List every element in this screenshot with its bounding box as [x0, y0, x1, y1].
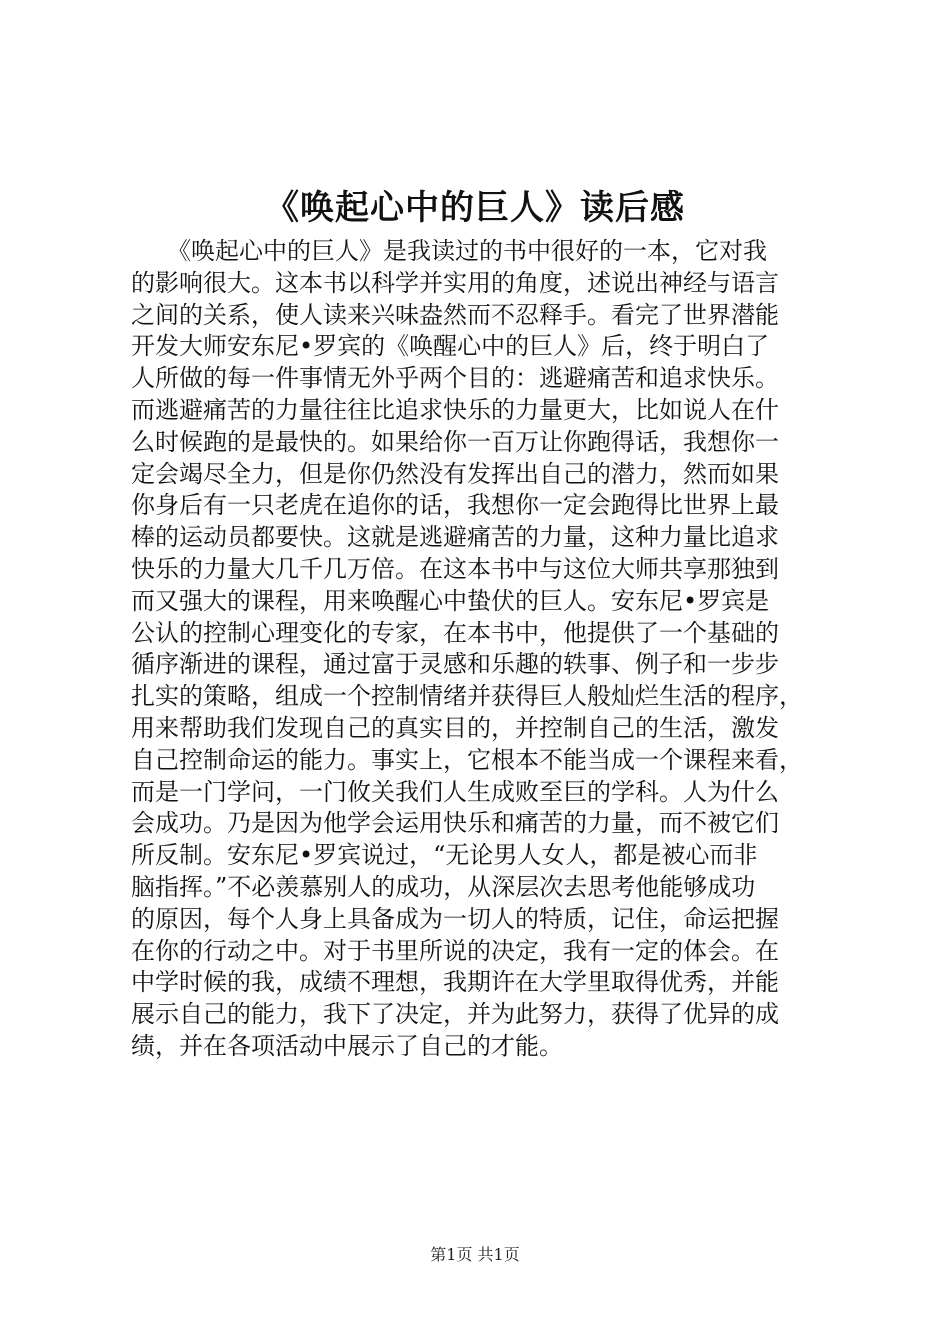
body-line: 定会竭尽全力，但是你仍然没有发挥出自己的潜力，然而如果 [131, 459, 779, 488]
body-line: 扎实的策略，组成一个控制情绪并获得巨人般灿烂生活的程序， [131, 682, 803, 711]
body-line: 会成功。乃是因为他学会运用快乐和痛苦的力量，而不被它们 [131, 809, 779, 838]
body-line: 中学时候的我，成绩不理想，我期许在大学里取得优秀，并能 [131, 968, 779, 997]
body-line: 而又强大的课程，用来唤醒心中蛰伏的巨人。安东尼•罗宾是 [131, 586, 770, 615]
body-line: 而逃避痛苦的力量往往比追求快乐的力量更大，比如说人在什 [131, 395, 779, 424]
body-line: 开发大师安东尼•罗宾的《唤醒心中的巨人》后，终于明白了 [131, 332, 770, 361]
body-line: 快乐的力量大几千几万倍。在这本书中与这位大师共享那独到 [131, 554, 779, 583]
body-line: 《唤起心中的巨人》是我读过的书中很好的一本，它对我 [131, 237, 767, 265]
body-line: 在你的行动之中。对于书里所说的决定，我有一定的体会。在 [131, 936, 779, 965]
page-footer: 第1页 共1页 [430, 1245, 520, 1264]
body-line: 之间的关系，使人读来兴味盎然而不忍释手。看完了世界潜能 [131, 300, 779, 329]
body-line: 的影响很大。这本书以科学并实用的角度，述说出神经与语言 [131, 268, 779, 297]
body-line: 公认的控制心理变化的专家，在本书中，他提供了一个基础的 [131, 618, 779, 647]
body-line: 所反制。安东尼•罗宾说过，“无论男人女人，都是被心而非 [131, 841, 758, 870]
document-body [131, 236, 843, 1063]
body-line: 用来帮助我们发现自己的真实目的，并控制自己的生活，激发 [131, 713, 779, 742]
body-line: 脑指挥。”不必羡慕别人的成功，从深层次去思考他能够成功 [131, 872, 756, 901]
body-line: 自己控制命运的能力。事实上，它根本不能当成一个课程来看， [131, 745, 803, 774]
document-title: 《唤起心中的巨人》读后感 [265, 188, 685, 228]
body-line: 你身后有一只老虎在追你的话，我想你一定会跑得比世界上最 [131, 491, 779, 520]
body-line: 循序渐进的课程，通过富于灵感和乐趣的轶事、例子和一步步 [131, 650, 779, 679]
body-line: 棒的运动员都要快。这就是逃避痛苦的力量，这种力量比追求 [131, 523, 779, 552]
body-line: 人所做的每一件事情无外乎两个目的：逃避痛苦和追求快乐。 [131, 364, 779, 393]
body-line: 展示自己的能力，我下了决定，并为此努力，获得了优异的成 [131, 1000, 779, 1029]
body-line: 么时候跑的是最快的。如果给你一百万让你跑得话，我想你一 [131, 427, 779, 456]
body-line: 绩，并在各项活动中展示了自己的才能。 [131, 1031, 563, 1060]
body-line: 而是一门学问，一门攸关我们人生成败至巨的学科。人为什么 [131, 777, 779, 806]
body-line: 的原因，每个人身上具备成为一切人的特质，记住，命运把握 [131, 904, 779, 933]
